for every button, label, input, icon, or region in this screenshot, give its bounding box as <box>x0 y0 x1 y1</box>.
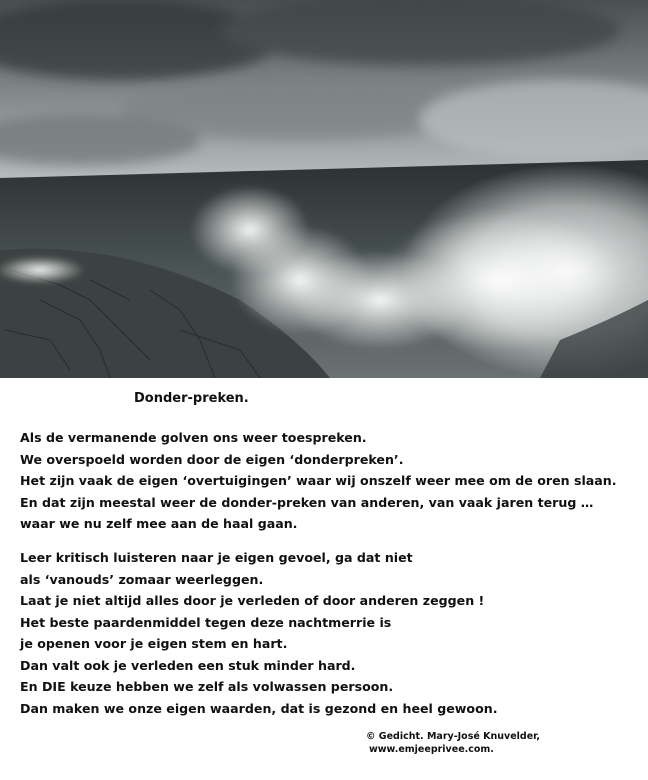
credit-author: © Gedicht. Mary-José Knuvelder, <box>366 731 541 742</box>
stormy-sea-photo <box>0 0 648 378</box>
poem-line: Het beste paardenmiddel tegen deze nachtmerrie is <box>20 614 392 630</box>
credit-website: www.emjeeprivee.com. <box>369 744 494 755</box>
poem-title: Donder-preken. <box>134 391 249 406</box>
poem-line: Laat je niet altijd alles door je verleden of door anderen zeggen ! <box>20 593 485 608</box>
poem-line: Dan maken we onze eigen waarden, dat is gezond en heel gewoon. <box>20 700 498 716</box>
poem-line: En DIE keuze hebben we zelf als volwassen persoon. <box>20 679 394 694</box>
poem-line: We overspoeld worden door de eigen ‘donderpreken’. <box>20 451 404 467</box>
poem-line: En dat zijn meestal weer de donder-preken van anderen, van vaak jaren terug … <box>20 494 594 510</box>
stormy-sea-photo-icon <box>0 0 648 378</box>
poem-line: waar we nu zelf mee aan de haal gaan. <box>20 516 298 531</box>
poem-credit <box>366 730 540 756</box>
poem-line: Het zijn vaak de eigen ‘overtuigingen’ waar wij onszelf weer mee om de oren slaan. <box>20 473 617 488</box>
poem-line: Als de vermanende golven ons weer toespreken. <box>20 430 367 445</box>
poem-line: je openen voor je eigen stem en hart. <box>20 636 288 651</box>
poem-stanza-2 <box>20 547 498 719</box>
poem-line: Leer kritisch luisteren naar je eigen gevoel, ga dat niet <box>20 550 413 565</box>
poem-line: Dan valt ook je verleden een stuk minder hard. <box>20 657 356 673</box>
poem-stanza-1 <box>20 427 617 535</box>
poem-line: als ‘vanouds’ zomaar weerleggen. <box>20 571 264 587</box>
